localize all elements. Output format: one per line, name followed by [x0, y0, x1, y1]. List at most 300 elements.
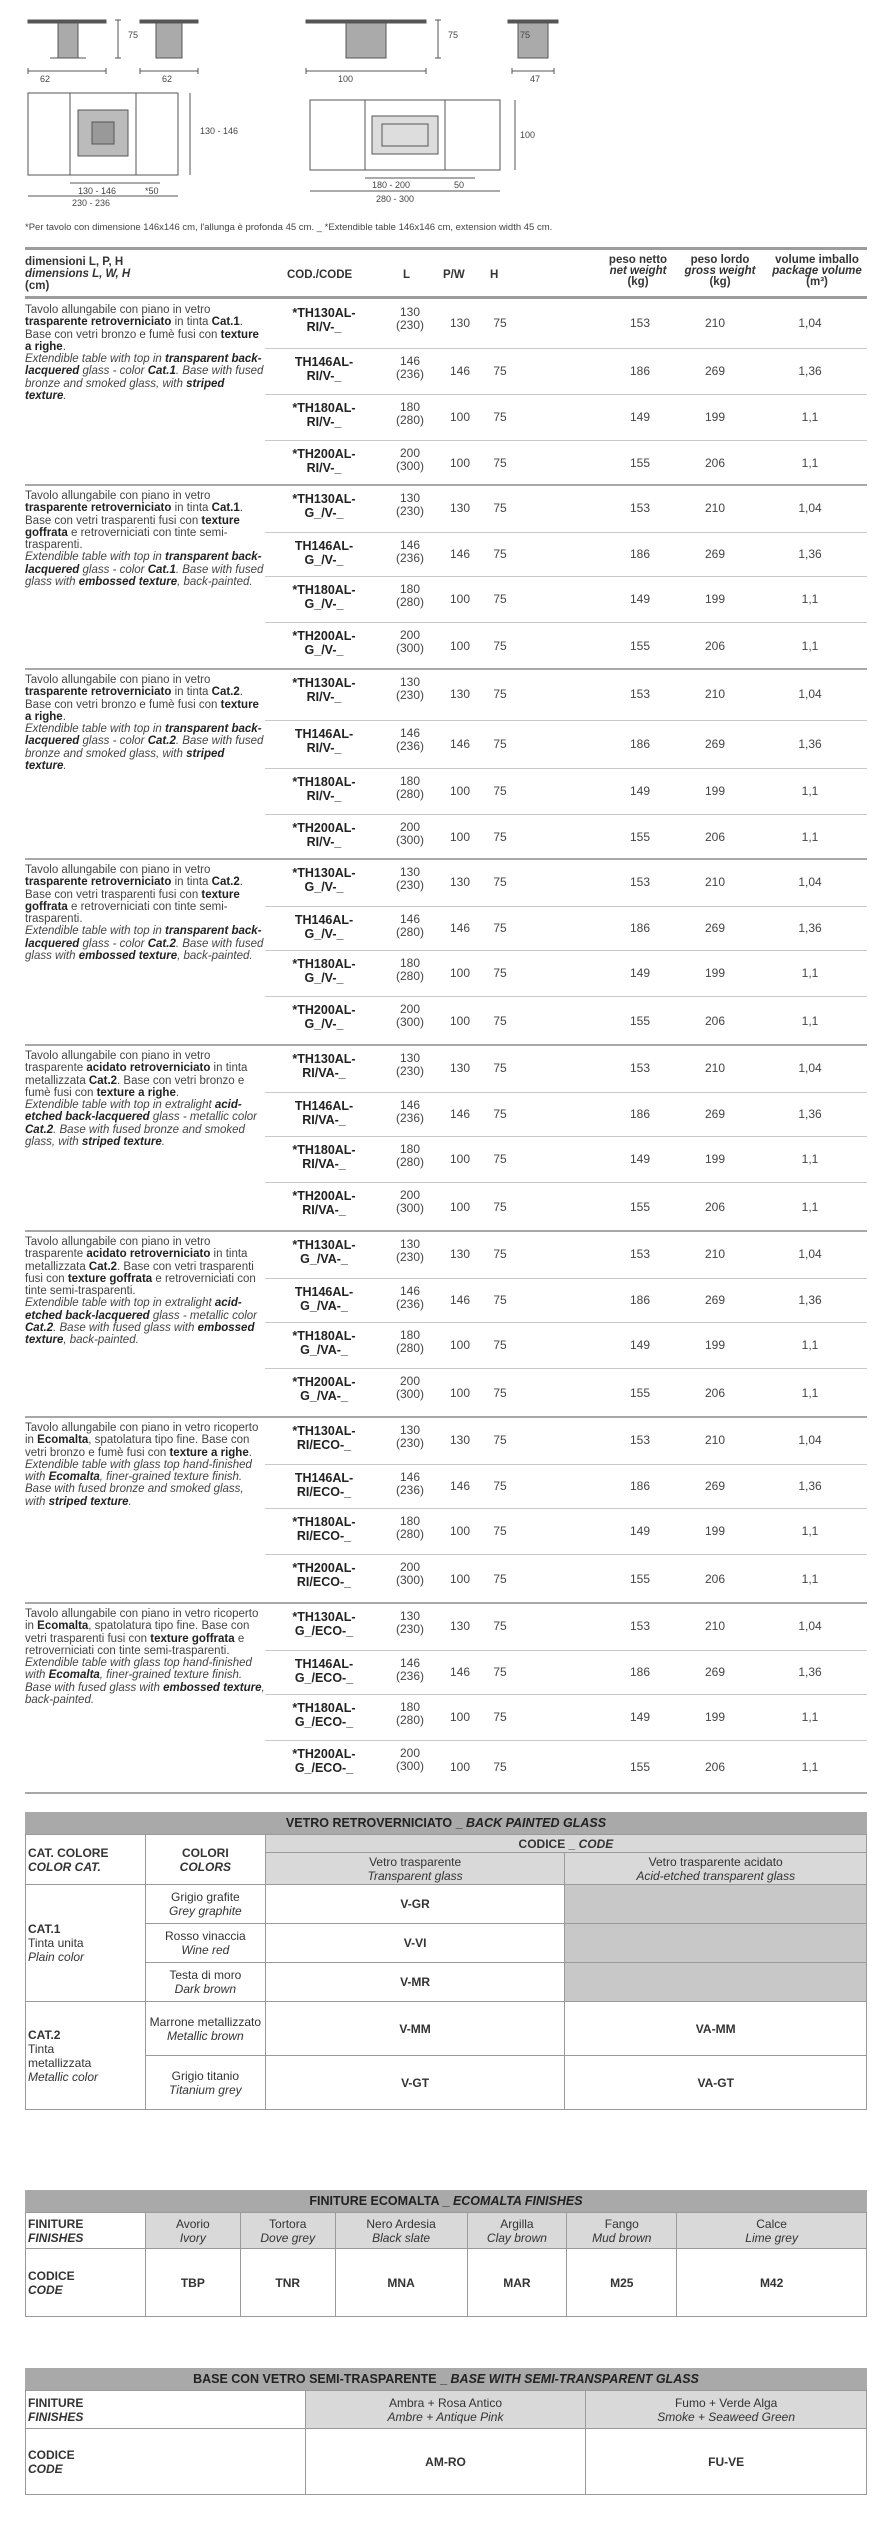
product-code: *TH200AL- G_/ECO-_: [292, 1747, 356, 1775]
product-code: TH146AL- RI/V-_: [294, 727, 354, 755]
net-weight-value: 186: [629, 364, 651, 378]
dim-label: 130 - 146: [200, 126, 239, 136]
finish-it: Argilla: [500, 2216, 534, 2231]
glass-title-en: BACK PAINTED GLASS: [466, 1816, 607, 1830]
header-l: L: [403, 269, 411, 281]
product-row: [265, 1232, 867, 1278]
product-row: [265, 1508, 867, 1554]
header-vol-unit: (m³): [806, 276, 828, 288]
net-weight-value: 186: [629, 1479, 651, 1493]
header-gross-en: gross weight: [684, 265, 756, 277]
colors-it: COLORI: [182, 1845, 229, 1860]
finish-it: Calce: [756, 2216, 787, 2231]
finish-en: Ivory: [179, 2230, 206, 2245]
product-description: Tavolo allungabile con piano in vetro trasparente acidato retroverniciato in tinta metallizzata Cat.2. Base con vetri bronzo e fumè fusi con texture a righe. Extendible table with top in extralight acid-etched back-lacquered glass - metallic color Cat.2. Base with fused bronze and smoked glass, with striped texture.: [25, 1050, 258, 1149]
gross-weight-value: 269: [704, 1107, 726, 1121]
volume-value: 1,04: [798, 1247, 822, 1261]
code-label: [26, 2429, 306, 2495]
product-row: [265, 1418, 867, 1464]
product-code: *TH180AL- G_/V-_: [292, 957, 356, 985]
product-row: [265, 394, 867, 440]
gross-weight-value: 210: [704, 1619, 726, 1633]
product-code: *TH200AL- RI/V-_: [292, 447, 356, 475]
product-group: [25, 1604, 867, 1794]
volume-value: 1,36: [798, 364, 822, 378]
base-title-en: BASE WITH SEMI-TRANSPARENT GLASS: [450, 2372, 699, 2386]
length-value: 130 (230): [395, 305, 424, 332]
volume-value: 1,36: [798, 1293, 822, 1307]
dim-label: 230 - 236: [72, 198, 111, 208]
color-en: Wine red: [181, 1943, 230, 1957]
product-row: [265, 1046, 867, 1092]
footnote: *Per tavolo con dimensione 146x146 cm, l'allunga è profonda 45 cm. _ *Extendible table 146x146 cm, extension width 45 cm.: [25, 222, 553, 233]
product-row: [265, 1136, 867, 1182]
width-value: 146: [449, 547, 471, 561]
code-header: [265, 1835, 866, 1853]
length-value: 180 (280): [395, 400, 424, 427]
volume-value: 1,1: [801, 1200, 819, 1214]
color-it: Testa di moro: [169, 1968, 242, 1982]
net-weight-value: 153: [629, 687, 651, 701]
glass-table-title: [25, 1812, 867, 1834]
dim-label: 100: [520, 130, 536, 140]
va-en: Acid-etched transparent glass: [636, 1868, 796, 1883]
product-code: *TH180AL- G_/VA-_: [292, 1329, 356, 1357]
net-weight-value: 186: [629, 1665, 651, 1679]
color-cell: [145, 1924, 265, 1963]
height-value: 75: [493, 830, 507, 844]
dim-label: *50: [145, 186, 159, 196]
net-weight-value: 153: [629, 1619, 651, 1633]
dim-label: 62: [40, 74, 51, 84]
product-code: TH146AL- G_/V-_: [294, 539, 354, 567]
width-value: 100: [449, 784, 471, 798]
code-va-empty: [565, 1885, 867, 1924]
ecomalta-code: M25: [567, 2249, 677, 2317]
header-net-it: peso netto: [608, 254, 668, 266]
code-en: CODE: [578, 1836, 614, 1851]
cod-en: CODE: [28, 2461, 63, 2476]
height-value: 75: [493, 547, 507, 561]
table-drawings: [20, 8, 720, 208]
cat1-cell: [26, 1885, 146, 2002]
ecomalta-finish-cell: [240, 2213, 335, 2249]
height-value: 75: [493, 921, 507, 935]
volume-value: 1,1: [801, 1386, 819, 1400]
ecomalta-code: TBP: [145, 2249, 240, 2317]
product-description: Tavolo allungabile con piano in vetro trasparente retroverniciato in tinta Cat.1. Base con vetri bronzo e fumè fusi con texture a righe. Extendible table with top in transparent back-lacquered glass - color Cat.1. Base with fused bronze and smoked glass, with striped texture.: [25, 304, 264, 403]
volume-value: 1,04: [798, 1619, 822, 1633]
product-code: *TH130AL- G_/ECO-_: [292, 1610, 356, 1638]
width-value: 130: [449, 1247, 471, 1261]
width-value: 130: [449, 1433, 471, 1447]
gross-weight-value: 206: [704, 1014, 726, 1028]
color-it: Rosso vinaccia: [165, 1929, 246, 1943]
color-it: Grigio titanio: [171, 2068, 240, 2083]
ecomalta-finish-cell: [335, 2213, 467, 2249]
product-code: *TH200AL- RI/VA-_: [292, 1189, 356, 1217]
height-value: 75: [493, 1247, 507, 1261]
length-value: 200 (300): [395, 1188, 424, 1215]
length-value: 130 (230): [395, 1237, 424, 1264]
volume-value: 1,04: [798, 501, 822, 515]
product-description: Tavolo allungabile con piano in vetro trasparente retroverniciato in tinta Cat.2. Base con vetri trasparenti fusi con texture goffrata e retroverniciati con tinte semi-trasparenti. Extendible table with top in transparent back-lacquered glass - color Cat.2. Base with fused glass with embossed texture, back-painted.: [25, 864, 264, 963]
cat2-cell: [26, 2002, 146, 2110]
finish-en: Smoke + Seaweed Green: [657, 2409, 796, 2424]
product-group: [25, 486, 867, 670]
color-cell: [145, 2002, 265, 2056]
width-value: 146: [449, 1665, 471, 1679]
length-value: 146 (236): [395, 354, 424, 381]
width-value: 146: [449, 921, 471, 935]
width-value: 130: [449, 1061, 471, 1075]
net-weight-value: 153: [629, 875, 651, 889]
length-value: 146 (280): [395, 912, 424, 939]
product-row: [265, 348, 867, 394]
product-row: [265, 950, 867, 996]
dim-label: 50: [454, 180, 465, 190]
gross-weight-value: 206: [704, 1572, 726, 1586]
color-it: Grigio grafite: [171, 1890, 240, 1904]
length-value: 130 (230): [395, 865, 424, 892]
net-weight-value: 149: [629, 592, 651, 606]
header-net-unit: (kg): [627, 276, 649, 288]
volume-value: 1,04: [798, 1061, 822, 1075]
height-value: 75: [493, 966, 507, 980]
vt-en: Transparent glass: [367, 1868, 463, 1883]
net-weight-value: 149: [629, 784, 651, 798]
cat1-name: CAT.1: [28, 1922, 61, 1936]
length-value: 146 (236): [395, 1284, 424, 1311]
width-value: 100: [449, 456, 471, 470]
finish-it: Ambra + Rosa Antico: [388, 2395, 503, 2410]
gross-weight-value: 210: [704, 1061, 726, 1075]
width-value: 100: [449, 1524, 471, 1538]
fin-it: FINITURE: [28, 2395, 84, 2410]
finish-it: Avorio: [175, 2216, 210, 2231]
product-code: *TH130AL- G_/V-_: [292, 492, 356, 520]
color-it: Marrone metallizzato: [149, 2014, 262, 2029]
base-code: AM-RO: [305, 2429, 586, 2495]
volume-value: 1,1: [801, 456, 819, 470]
net-weight-value: 186: [629, 1107, 651, 1121]
height-value: 75: [493, 1619, 507, 1633]
height-value: 75: [493, 1107, 507, 1121]
color-en: Metallic brown: [167, 2028, 244, 2043]
product-code: *TH130AL- RI/ECO-_: [292, 1424, 356, 1452]
product-description: Tavolo allungabile con piano in vetro trasparente retroverniciato in tinta Cat.1. Base con vetri trasparenti fusi con texture goffrata e retroverniciati con tinte semi-trasparenti. Extendible table with top in transparent back-lacquered glass - color Cat.1. Base with fused glass with embossed texture, back-painted.: [25, 490, 264, 589]
code-va: VA-MM: [565, 2002, 867, 2056]
product-code: *TH200AL- G_/V-_: [292, 629, 356, 657]
dimensions-table-header: [25, 247, 867, 299]
product-row: [265, 1650, 867, 1694]
net-weight-value: 149: [629, 1710, 651, 1724]
fin-en: FINISHES: [28, 2230, 84, 2245]
width-value: 100: [449, 639, 471, 653]
cat-color-en: COLOR CAT.: [28, 1859, 101, 1874]
product-row: [265, 486, 867, 532]
eco-title-it: FINITURE ECOMALTA _: [309, 2194, 453, 2208]
volume-value: 1,1: [801, 1152, 819, 1166]
code-vt: V-GR: [265, 1885, 565, 1924]
product-description: Tavolo allungabile con piano in vetro trasparente acidato retroverniciato in tinta metallizzata Cat.2. Base con vetri trasparenti fusi con texture goffrata e retroverniciati con tinte semi-trasparenti. Extendible table with top in extralight acid-etched back-lacquered glass - metallic color Cat.2. Base with fused glass with embossed texture, back-painted.: [25, 1236, 258, 1347]
height-value: 75: [493, 784, 507, 798]
cat-color-it: CAT. COLORE: [28, 1845, 109, 1860]
base-title-it: BASE CON VETRO SEMI-TRASPARENTE _: [193, 2372, 451, 2386]
volume-value: 1,04: [798, 687, 822, 701]
vt-it: Vetro trasparente: [369, 1854, 462, 1869]
width-value: 130: [449, 1619, 471, 1633]
gross-weight-value: 210: [704, 1247, 726, 1261]
product-row: [265, 622, 867, 670]
transparent-glass-header: [265, 1853, 565, 1885]
gross-weight-value: 199: [704, 784, 726, 798]
product-row: [265, 1694, 867, 1740]
product-code: *TH200AL- G_/VA-_: [292, 1375, 356, 1403]
eco-title-en: ECOMALTA FINISHES: [452, 2194, 583, 2208]
net-weight-value: 155: [629, 830, 651, 844]
finish-en: Clay brown: [486, 2230, 547, 2245]
length-value: 130 (230): [395, 1423, 424, 1450]
gross-weight-value: 206: [704, 830, 726, 844]
height-value: 75: [493, 1479, 507, 1493]
height-value: 75: [493, 456, 507, 470]
height-value: 75: [493, 1572, 507, 1586]
gross-weight-value: 206: [704, 1200, 726, 1214]
finish-en: Dove grey: [260, 2230, 316, 2245]
length-value: 180 (280): [395, 956, 424, 983]
height-value: 75: [493, 316, 507, 330]
product-code: *TH180AL- RI/ECO-_: [292, 1515, 356, 1543]
width-value: 146: [449, 1107, 471, 1121]
volume-value: 1,36: [798, 1479, 822, 1493]
height-value: 75: [493, 1293, 507, 1307]
finish-it: Tortora: [269, 2216, 307, 2231]
base-table-title: [25, 2368, 867, 2390]
height-value: 75: [493, 1152, 507, 1166]
product-code: *TH200AL- RI/ECO-_: [292, 1561, 356, 1589]
product-row: [265, 860, 867, 906]
height-value: 75: [493, 364, 507, 378]
width-value: 146: [449, 1479, 471, 1493]
net-weight-value: 155: [629, 1572, 651, 1586]
length-value: 180 (280): [395, 1514, 424, 1541]
length-value: 180 (280): [395, 582, 424, 609]
product-group: [25, 670, 867, 860]
product-row: [265, 996, 867, 1046]
cat2-name: CAT.2: [28, 2027, 61, 2042]
product-row: [265, 1740, 867, 1794]
cat2-it1: Tinta: [28, 2041, 55, 2056]
code-it: CODICE _: [518, 1836, 579, 1851]
height-value: 75: [493, 1760, 507, 1774]
volume-value: 1,04: [798, 316, 822, 330]
header-code: COD./CODE: [287, 269, 353, 281]
product-row: [265, 576, 867, 622]
length-value: 180 (280): [395, 1700, 424, 1727]
volume-value: 1,1: [801, 1572, 819, 1586]
volume-value: 1,36: [798, 737, 822, 751]
finish-it: Nero Ardesia: [366, 2216, 436, 2231]
gross-weight-value: 199: [704, 1338, 726, 1352]
product-row: [265, 670, 867, 720]
width-value: 100: [449, 1152, 471, 1166]
base-table: [25, 2390, 867, 2495]
color-cell: [145, 1885, 265, 1924]
ecomalta-table: [25, 2212, 867, 2317]
product-row: [265, 1554, 867, 1604]
ecomalta-finish-cell: [467, 2213, 567, 2249]
header-vol-en: package volume: [772, 265, 862, 277]
gross-weight-value: 210: [704, 687, 726, 701]
net-weight-value: 186: [629, 1293, 651, 1307]
gross-weight-value: 269: [704, 547, 726, 561]
net-weight-value: 153: [629, 1061, 651, 1075]
length-value: 180 (280): [395, 1142, 424, 1169]
product-row: [265, 906, 867, 950]
ecomalta-finish-cell: [145, 2213, 240, 2249]
finish-en: Black slate: [372, 2230, 431, 2245]
length-value: 200 (300): [395, 628, 424, 655]
header-dimensions-en: dimensions L, W, H: [25, 268, 131, 280]
net-weight-value: 155: [629, 1760, 651, 1774]
net-weight-value: 155: [629, 1014, 651, 1028]
gross-weight-value: 269: [704, 737, 726, 751]
ecomalta-table-title: [25, 2190, 867, 2212]
length-value: 200 (300): [395, 1002, 424, 1029]
width-value: 100: [449, 1710, 471, 1724]
width-value: 130: [449, 687, 471, 701]
length-value: 130 (230): [395, 1051, 424, 1078]
net-weight-value: 155: [629, 456, 651, 470]
volume-value: 1,36: [798, 1665, 822, 1679]
height-value: 75: [493, 592, 507, 606]
volume-value: 1,36: [798, 921, 822, 935]
cod-it: CODICE: [28, 2268, 75, 2283]
finish-it: Fumo + Verde Alga: [674, 2395, 778, 2410]
dim-label: 180 - 200: [372, 180, 411, 190]
product-code: TH146AL- G_/V-_: [294, 913, 354, 941]
product-group: [25, 1418, 867, 1604]
product-row: [265, 1182, 867, 1232]
header-net-en: net weight: [609, 265, 667, 277]
product-description: Tavolo allungabile con piano in vetro trasparente retroverniciato in tinta Cat.2. Base con vetri bronzo e fumè fusi con texture a righe. Extendible table with top in transparent back-lacquered glass - color Cat.2. Base with fused bronze and smoked glass, with striped texture.: [25, 674, 264, 773]
cat1-it: Tinta unita: [28, 1936, 84, 1950]
color-cell: [145, 2056, 265, 2110]
net-weight-value: 155: [629, 1200, 651, 1214]
length-value: 180 (280): [395, 774, 424, 801]
finish-en: Ambre + Antique Pink: [387, 2409, 504, 2424]
colors-en: COLORS: [179, 1859, 232, 1874]
code-vt: V-GT: [265, 2056, 565, 2110]
product-row: [265, 814, 867, 860]
cat1-en: Plain color: [28, 1950, 85, 1964]
product-code: *TH130AL- G_/V-_: [292, 866, 356, 894]
length-value: 130 (230): [395, 491, 424, 518]
dim-label: 280 - 300: [376, 194, 415, 204]
header-vol-it: volume imballo: [775, 254, 859, 266]
height-value: 75: [493, 1524, 507, 1538]
length-value: 200 (300): [395, 1374, 424, 1401]
header-dimensions-unit: (cm): [25, 280, 50, 292]
volume-value: 1,1: [801, 410, 819, 424]
header-pw: P/W: [443, 269, 465, 281]
dim-label: 130 - 146: [78, 186, 117, 196]
base-code: FU-VE: [586, 2429, 867, 2495]
height-value: 75: [493, 737, 507, 751]
volume-value: 1,1: [801, 639, 819, 653]
product-row: [265, 532, 867, 576]
product-row: [265, 440, 867, 486]
product-code: *TH180AL- RI/V-_: [292, 401, 356, 429]
product-group: [25, 1232, 867, 1418]
net-weight-value: 186: [629, 737, 651, 751]
cat-color-header: [26, 1835, 146, 1885]
width-value: 100: [449, 966, 471, 980]
length-value: 146 (236): [395, 1470, 424, 1497]
gross-weight-value: 269: [704, 1665, 726, 1679]
gross-weight-value: 199: [704, 1152, 726, 1166]
ecomalta-finish-cell: [677, 2213, 867, 2249]
code-vt: V-MM: [265, 2002, 565, 2056]
product-row: [265, 720, 867, 768]
ecomalta-code: MAR: [467, 2249, 567, 2317]
gross-weight-value: 199: [704, 592, 726, 606]
volume-value: 1,1: [801, 830, 819, 844]
product-code: TH146AL- RI/V-_: [294, 355, 354, 383]
color-en: Dark brown: [174, 1982, 237, 1996]
width-value: 100: [449, 410, 471, 424]
height-value: 75: [493, 410, 507, 424]
header-gross-it: peso lordo: [690, 254, 750, 266]
volume-value: 1,1: [801, 784, 819, 798]
net-weight-value: 186: [629, 547, 651, 561]
volume-value: 1,1: [801, 1760, 819, 1774]
gross-weight-value: 210: [704, 501, 726, 515]
product-code: TH146AL- G_/ECO-_: [294, 1657, 354, 1685]
acid-glass-header: [565, 1853, 867, 1885]
va-it: Vetro trasparente acidato: [648, 1854, 783, 1869]
volume-value: 1,1: [801, 966, 819, 980]
gross-weight-value: 206: [704, 1760, 726, 1774]
net-weight-value: 186: [629, 921, 651, 935]
volume-value: 1,1: [801, 1338, 819, 1352]
width-value: 100: [449, 1338, 471, 1352]
width-value: 100: [449, 1200, 471, 1214]
product-row: [265, 1092, 867, 1136]
volume-value: 1,1: [801, 1014, 819, 1028]
base-finish-cell: [586, 2391, 867, 2429]
base-finish-cell: [305, 2391, 586, 2429]
length-value: 130 (230): [395, 1609, 424, 1636]
height-value: 75: [493, 639, 507, 653]
product-group: [25, 1046, 867, 1232]
product-row: [265, 1368, 867, 1418]
product-code: *TH180AL- RI/V-_: [292, 775, 356, 803]
volume-value: 1,04: [798, 1433, 822, 1447]
gross-weight-value: 210: [704, 1433, 726, 1447]
dim-label: 62: [162, 74, 173, 84]
ecomalta-finish-cell: [567, 2213, 677, 2249]
net-weight-value: 149: [629, 410, 651, 424]
dim-label: 100: [338, 74, 354, 84]
length-value: 200 (300): [395, 1560, 424, 1587]
volume-value: 1,36: [798, 547, 822, 561]
cod-en: CODE: [28, 2282, 63, 2297]
dim-label: 75: [448, 30, 459, 40]
code-vt: V-VI: [265, 1924, 565, 1963]
product-description: Tavolo allungabile con piano in vetro ricoperto in Ecomalta, spatolatura tipo fine. Base con vetri bronzo e fumè fusi con texture a righe. Extendible table with glass top hand-finished with Ecomalta, finer-grained texture finish. Base with fused bronze and smoked glass, with striped texture.: [25, 1422, 259, 1508]
